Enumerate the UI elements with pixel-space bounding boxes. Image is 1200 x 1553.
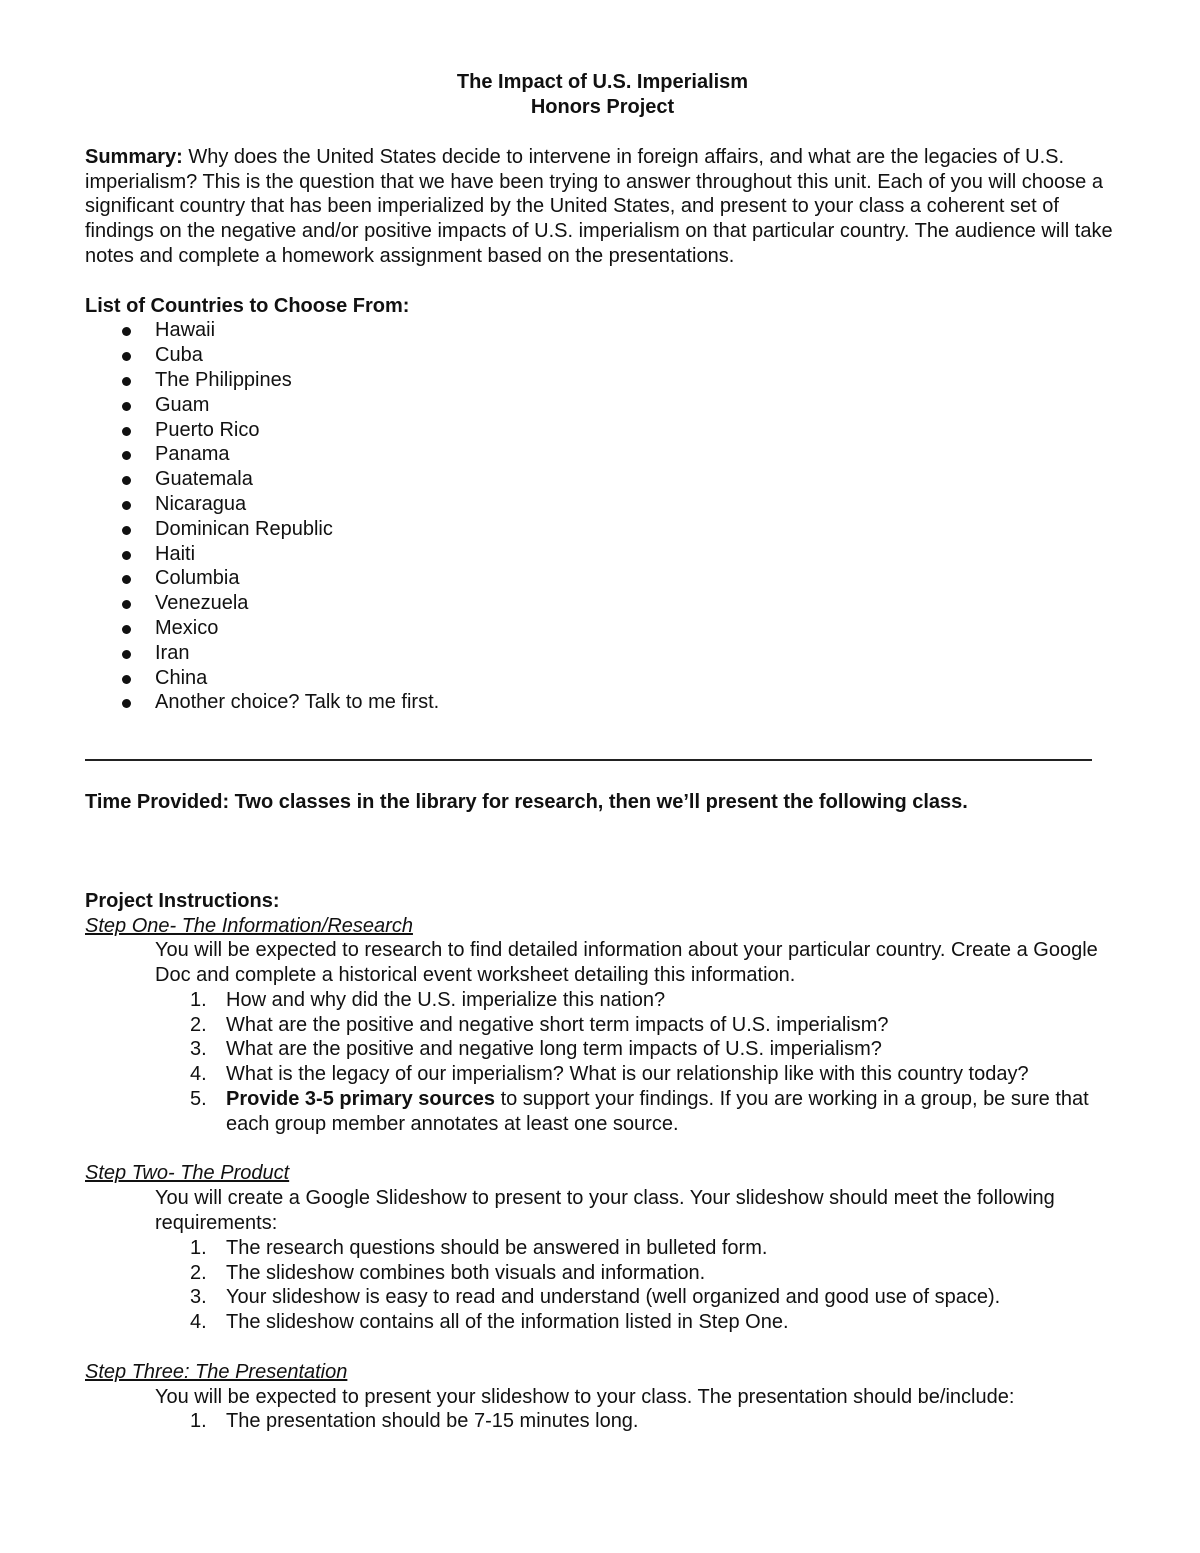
list-item [85, 1087, 1120, 1137]
country-list-item [85, 566, 1120, 591]
list-item-text: The research questions should be answered in bulleted form. [226, 1236, 768, 1259]
list-item [85, 1062, 1120, 1087]
country-list-item [85, 318, 1120, 343]
country-list-item [85, 343, 1120, 368]
country-name: Guatemala [155, 468, 253, 491]
list-item-text: The slideshow contains all of the information listed in Step One. [226, 1311, 789, 1334]
list-item-text: The slideshow combines both visuals and information. [226, 1261, 706, 1284]
country-name: Another choice? Talk to me first. [155, 691, 440, 714]
step-three-list [85, 1409, 1120, 1434]
bullet-icon [122, 575, 131, 584]
country-list-item [85, 492, 1120, 517]
list-number: 5. [190, 1088, 207, 1111]
country-list-item [85, 666, 1120, 691]
bullet-icon [122, 551, 131, 560]
horizontal-rule [85, 740, 1120, 765]
country-name: Venezuela [155, 592, 249, 615]
list-number: 4. [190, 1063, 207, 1086]
country-list-item [85, 467, 1120, 492]
country-list-item [85, 368, 1120, 393]
country-list-item [85, 442, 1120, 467]
list-item-text: What are the positive and negative long term impacts of U.S. imperialism? [226, 1038, 882, 1061]
country-name: Cuba [155, 344, 203, 367]
country-name: Dominican Republic [155, 517, 333, 540]
step-two-title: Step Two- The Product [85, 1162, 290, 1185]
country-list [85, 318, 1120, 715]
list-item [85, 1013, 1120, 1038]
list-number: 2. [190, 1013, 207, 1036]
step-three-intro: You will be expected to present your slideshow to your class. The presentation should be/include: [155, 1385, 1015, 1408]
time-provided: Time Provided: Two classes in the library for research, then we’ll present the following class. [85, 790, 968, 813]
bullet-icon [122, 402, 131, 411]
list-number: 1. [190, 1236, 207, 1259]
country-name: Puerto Rico [155, 418, 260, 441]
step-three-title: Step Three: The Presentation [85, 1360, 348, 1383]
step-one-list [85, 988, 1120, 1087]
country-list-item [85, 616, 1120, 641]
list-number: 2. [190, 1261, 207, 1284]
country-list-item [85, 393, 1120, 418]
list-item [85, 1261, 1120, 1286]
list-item [85, 988, 1120, 1013]
list-item [85, 1236, 1120, 1261]
list-item [85, 1037, 1120, 1062]
list-item-text: What are the positive and negative short term impacts of U.S. imperialism? [226, 1013, 889, 1036]
country-name: Mexico [155, 616, 219, 639]
list-number: 3. [190, 1038, 207, 1061]
country-name: Guam [155, 393, 210, 416]
list-item [85, 1310, 1120, 1335]
list-item-text: What is the legacy of our imperialism? What is our relationship like with this country today? [226, 1063, 1029, 1086]
country-list-item [85, 517, 1120, 542]
country-list-item [85, 591, 1120, 616]
bullet-icon [122, 675, 131, 684]
country-name: Iran [155, 641, 190, 664]
list-number: 3. [190, 1286, 207, 1309]
primary-sources-emphasis: Provide 3-5 primary sources [226, 1088, 496, 1111]
country-name: Panama [155, 443, 230, 466]
step-one-item-5-list [85, 1087, 1120, 1137]
bullet-icon [122, 526, 131, 535]
bullet-icon [122, 327, 131, 336]
countries-heading: List of Countries to Choose From: [85, 294, 410, 317]
summary-paragraph [85, 145, 1120, 269]
step-one-title: Step One- The Information/Research [85, 914, 413, 937]
instructions-heading: Project Instructions: [85, 889, 280, 912]
bullet-icon [122, 625, 131, 634]
document-subtitle: Honors Project [530, 96, 675, 118]
country-list-item [85, 641, 1120, 666]
bullet-icon [122, 377, 131, 386]
summary-label: Summary: [85, 145, 183, 168]
country-name: Hawaii [155, 319, 216, 342]
country-list-item [85, 690, 1120, 715]
bullet-icon [122, 451, 131, 460]
summary-text: Why does the United States decide to intervene in foreign affairs, and what are the legacies of U.S. imperialism? This is the question that we have been trying to answer throughout this unit. Each of you will choose a significant country that has been imperialized by the United States, and present to your class a coherent set of findings on the negative and/or positive impacts of U.S. imperialism on that particular country. The audience will take notes and complete a homework assignment based on the presentations. [85, 145, 1113, 267]
country-list-item [85, 418, 1120, 443]
bullet-icon [122, 600, 131, 609]
list-item [85, 1285, 1120, 1310]
list-item [85, 1409, 1120, 1434]
country-name: Nicaragua [155, 492, 247, 515]
list-item-text: The presentation should be 7-15 minutes long. [226, 1410, 639, 1433]
step-one-intro: You will be expected to research to find detailed information about your particular country. Create a Google Doc and complete a historical event worksheet detailing this information. [155, 939, 1098, 987]
list-item-text: to support your findings. If you are working in a group, be sure that each group member annotates at least one source. [226, 1088, 1089, 1135]
bullet-icon [122, 699, 131, 708]
country-name: China [155, 666, 208, 689]
step-two-intro: You will create a Google Slideshow to present to your class. Your slideshow should meet the following requirements: [155, 1187, 1055, 1235]
list-number: 1. [190, 988, 207, 1011]
country-list-item [85, 542, 1120, 567]
list-number: 4. [190, 1311, 207, 1334]
bullet-icon [122, 501, 131, 510]
country-name: Columbia [155, 567, 240, 590]
list-item-text: How and why did the U.S. imperialize this nation? [226, 988, 666, 1011]
bullet-icon [122, 650, 131, 659]
bullet-icon [122, 352, 131, 361]
list-number: 1. [190, 1410, 207, 1433]
step-two-list [85, 1236, 1120, 1335]
document-page [85, 70, 1120, 1434]
bullet-icon [122, 427, 131, 436]
country-name: Haiti [155, 542, 196, 565]
bullet-icon [122, 476, 131, 485]
list-item-text: Your slideshow is easy to read and understand (well organized and good use of space). [226, 1286, 1001, 1309]
document-title: The Impact of U.S. Imperialism [456, 71, 749, 93]
country-name: The Philippines [155, 368, 292, 391]
